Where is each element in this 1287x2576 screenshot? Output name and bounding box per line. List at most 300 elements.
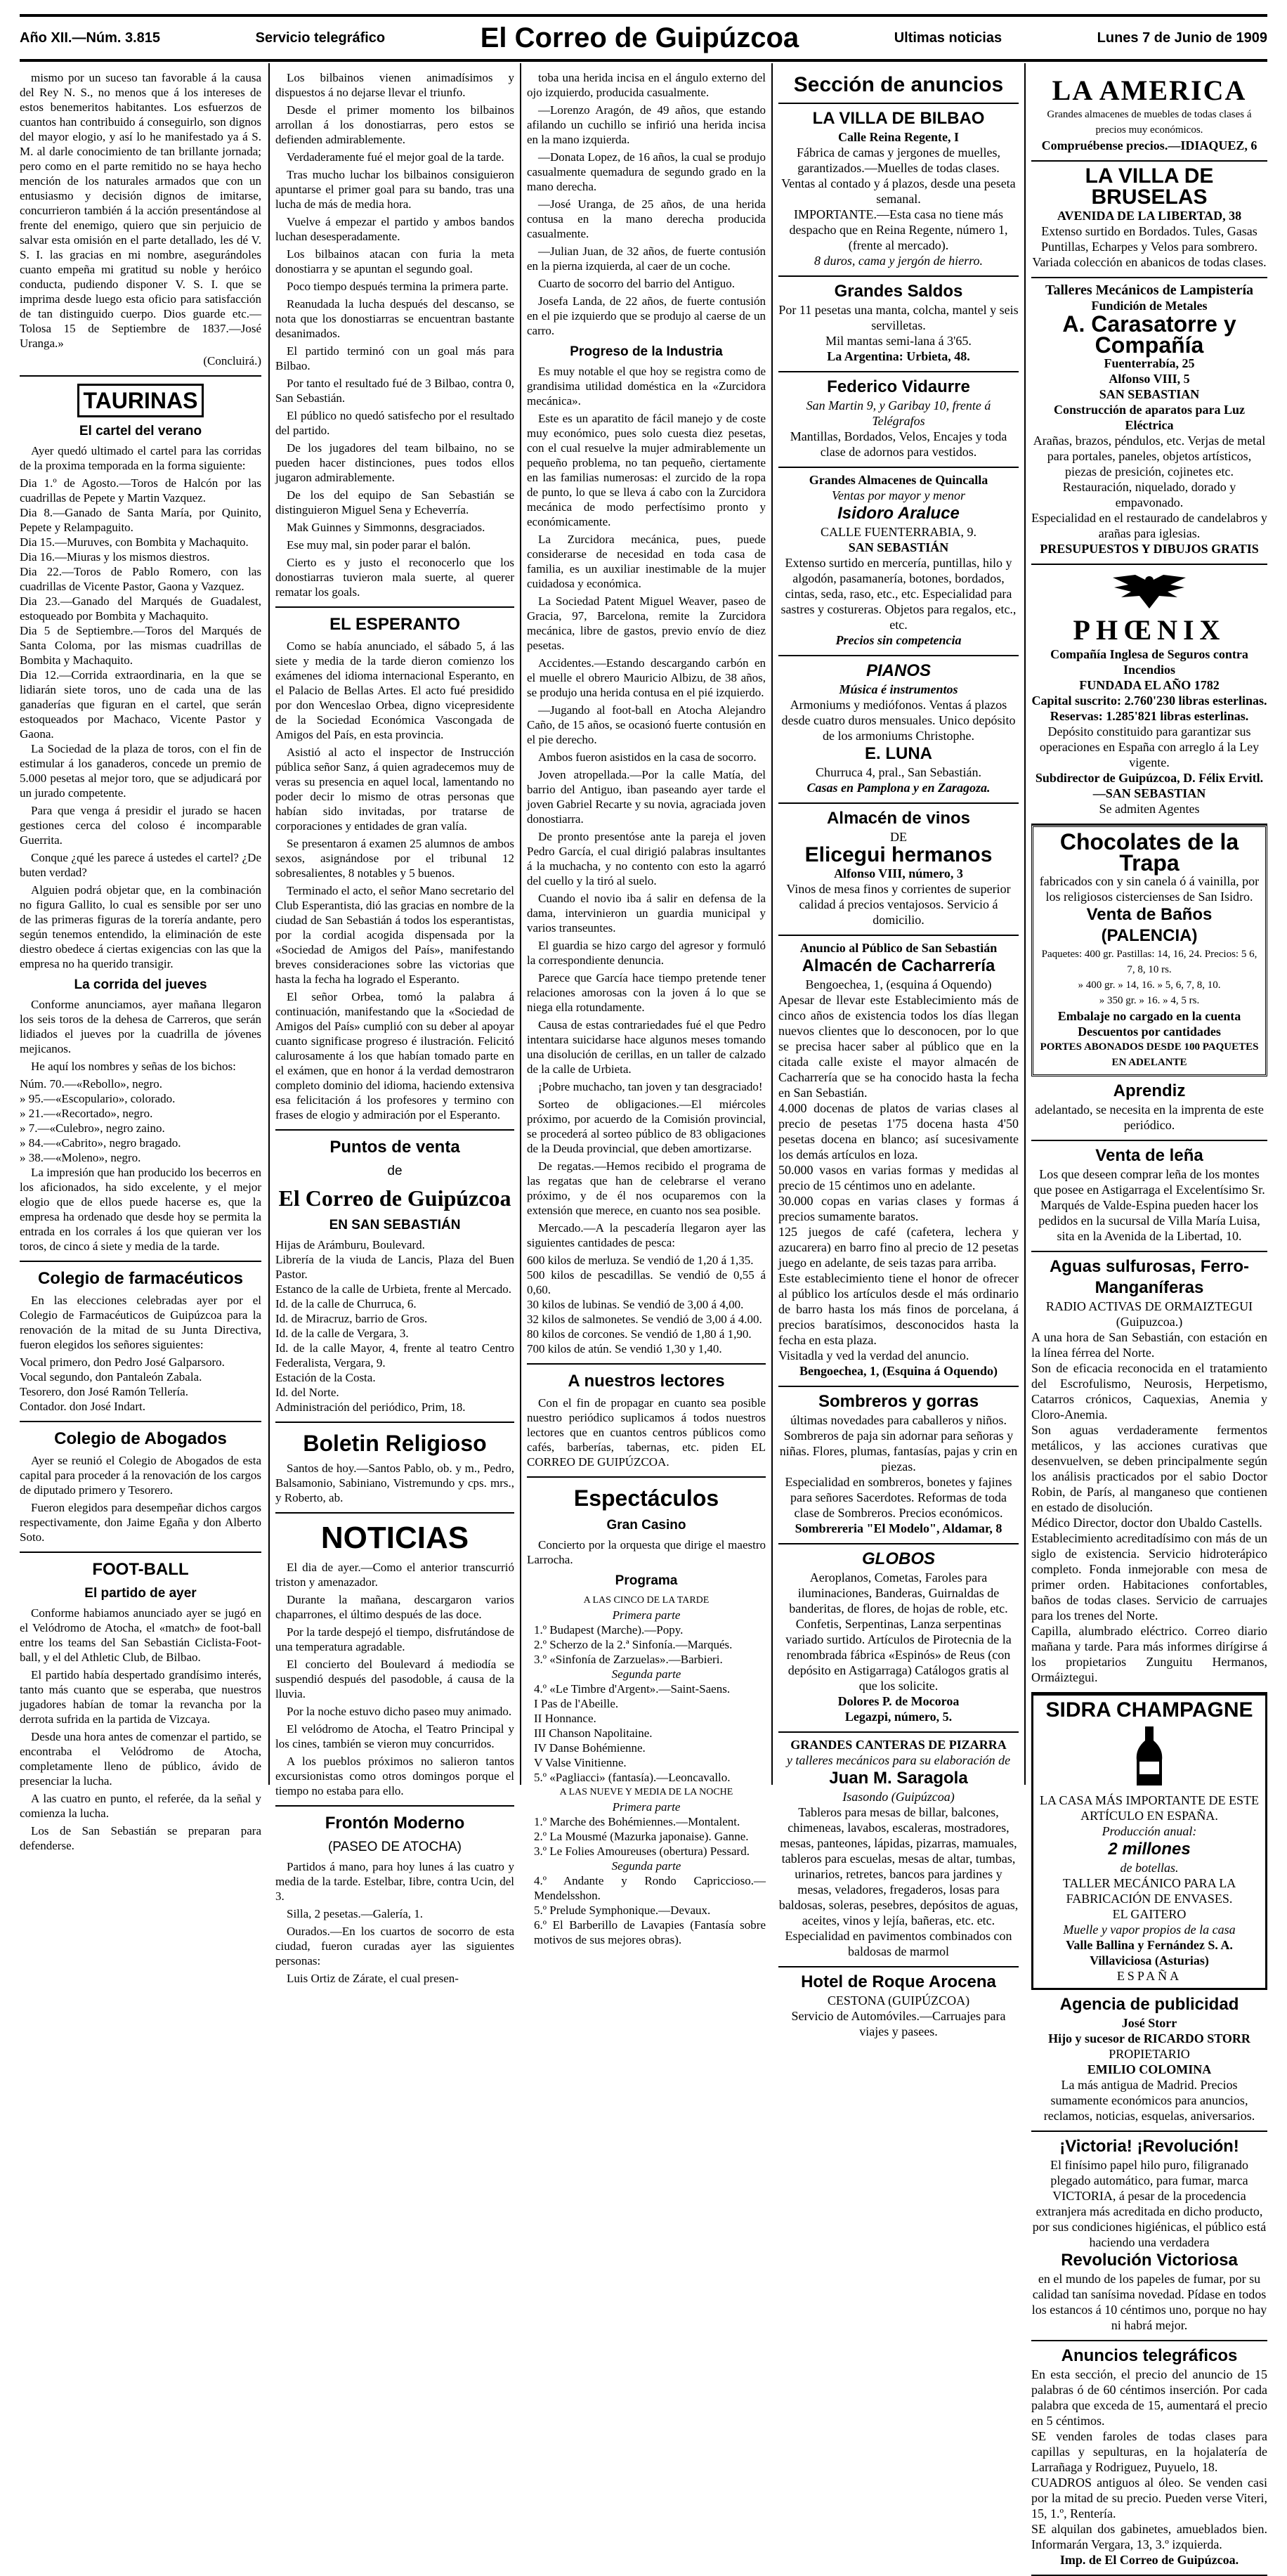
advert-title: Grandes Saldos — [834, 282, 963, 301]
advert-text: IMPORTANTE.—Esta casa no tiene más despacho que en Reina Regente, número 1, (frente al mercado). — [789, 207, 1008, 252]
newspaper-title: El Correo de Guipúzcoa — [480, 22, 799, 53]
section-heading: Colegio de Abogados — [54, 1429, 227, 1448]
advert-text: Los que deseen comprar leña de los montes que posee en Astigarraga el Excelentísimo Sr. Marqués de Valde-Espina pueden hacer los pedidos en la sucursal de Villa María Luisa, sita en la Avenida de la Libertad, 10. — [1033, 1167, 1265, 1243]
advert-text: Especialidad en el restaurado de candelabros y arañas para iglesias. — [1031, 511, 1267, 540]
article-text: Desde una hora antes de comenzar el partido, se encontraba el Velódromo de Atocha, completamente lleno de público, ávido de presenciar la lucha. — [20, 1730, 261, 1788]
advert-name: Dolores P. de Mocoroa — [837, 1694, 960, 1708]
advert-address: Sombrereria "El Modelo", Aldamar, 8 — [795, 1521, 1002, 1535]
list-item: 30 kilos de lubinas. Se vendió de 3,00 á 4,00. — [527, 1298, 744, 1311]
article-text: (Concluirá.) — [203, 354, 261, 367]
divider — [20, 1552, 261, 1553]
article-text: Como se había anunciado, el sábado 5, á las siete y media de la tarde dieron comienzo los exámenes del idioma internacional Esperanto, en el Palacio de Bellas Artes. El acto fué presidido por don Wenceslao Orbea, digno vicepresidente de la Sociedad Económica Vascongada de Amigos del País, en esta provincia. — [275, 639, 514, 741]
subheading: Primera parte — [612, 1608, 681, 1622]
list-item: Dia 16.—Miuras y los mismos diestros. — [20, 550, 210, 564]
advert — [1031, 825, 1267, 1076]
list — [527, 1253, 766, 1356]
advert-name: Valle Ballina y Fernández S. A. — [1066, 1938, 1233, 1952]
advert-text: Capital suscrito: 2.760'230 libras esterlinas. — [1031, 694, 1267, 708]
list-item: Id. de la calle de Vergara, 3. — [275, 1327, 409, 1340]
advert-address: SAN SEBASTIAN — [1099, 387, 1200, 401]
newspaper-page — [20, 14, 1267, 2567]
eagle-emblem-icon — [1107, 572, 1191, 611]
advert-text: Subdirector de Guipúzcoa, D. Félix Ervitl.—SAN SEBASTIAN — [1035, 771, 1264, 800]
advert-text: PROPIETARIO — [1109, 2047, 1190, 2061]
advert-title: Almacén de vinos — [826, 809, 971, 828]
advert-name: EMILIO COLOMINA — [1087, 2062, 1212, 2076]
list-item: Dia 5 de Septiembre.—Toros del Marqués de Santa Coloma, por las mismas cuadrillas de Bombita y Machaquito. — [20, 624, 261, 667]
article-text: Para que venga á presidir el jurado se hacen gestiones cerca del coloso é incomparable Guerrita. — [20, 804, 261, 847]
advert — [1031, 1990, 1267, 2132]
advert-text: Construcción de aparatos para Luz Eléctrica — [1053, 403, 1245, 432]
advert-title: Hotel de Roque Arocena — [801, 1972, 996, 1991]
advert-text: Tableros para mesas de billar, balcones, chimeneas, lavabos, escaleras, mostradores, mesas, panteones, lápidas, pizarras, mamuales, tableros para escuelas, mesas de altar, tumbas, urinarios, retretes, bancos para jardines y mesas, veladores, fregaderos, losas para baldosas, soleras, pesebres, depósitos de aguas, aceites, vinos y lejía, bañeras, etc. etc. Especialidad en pavimentos combinados con baldosas de marmol — [778, 1805, 1019, 1958]
article-text: ¡Pobre muchacho, tan joven y tan desgraciado! — [538, 1080, 763, 1093]
divider — [275, 606, 514, 608]
section-heading: Colegio de farmacéuticos — [37, 1269, 244, 1288]
divider — [20, 1421, 261, 1422]
list-item: Dia 22.—Toros de Pablo Romero, con las cuadrillas de Vicente Pastor, Gaona y Vazquez. — [20, 565, 261, 593]
program-list — [527, 1622, 766, 1667]
advert-text: Ventas por mayor y menor — [832, 488, 965, 502]
section-heading: TAURINAS — [20, 384, 261, 417]
article-text: Verdaderamente fué el mejor goal de la tarde. — [287, 150, 504, 164]
article-text: Es muy notable el que hoy se registra como de grandisima utilidad doméstica en la «Zurcidora mecánica». — [527, 365, 766, 408]
advert-title: LA VILLA DE BILBAO — [812, 109, 985, 128]
divider — [275, 1422, 514, 1423]
column-rule — [1024, 63, 1026, 1785]
advert-title: Aguas sulfurosas, Ferro-Manganíferas — [1049, 1257, 1250, 1297]
list-item: Dia 1.º de Agosto.—Toros de Halcón por las cuadrillas de Pepete y Martin Vazquez. — [20, 476, 261, 505]
article-text: El partido había despertado grandísimo interés, tanto más cuanto que se esperaba, que nuestros jugadores habían de tomar la revancha por la derrota sufrida en la partida de Vizcaya. — [20, 1668, 261, 1726]
advert-address: Legazpi, número, 5. — [844, 1710, 953, 1724]
advert-text: TALLER MECÁNICO PARA LA FABRICACIÓN DE ENVASES. — [1062, 1876, 1236, 1906]
list-item: 6.º El Barberillo de Lavapies (Fantasía sobre motivos de sus mejores obras). — [534, 1918, 766, 1946]
advert-subtitle: Hijo y sucesor de RICARDO STORR — [1048, 2031, 1250, 2045]
advert-title: Federico Vidaurre — [827, 377, 970, 396]
list-item: V Valse Vinitienne. — [534, 1756, 627, 1769]
article-text: —Jugando al foot-ball en Atocha Alejandro Caño, de 15 años, se ocasionó fuerte contusión en el pie derecho. — [527, 703, 766, 746]
advert — [1031, 162, 1267, 278]
advert — [778, 656, 1019, 804]
article-text: Este es un aparatito de fácil manejo y de coste muy económico, pues solo cuesta diez pesetas, con el cual resuelve la mujer admirablemente un pequeño problema, no tan pequeño, ciertamente en las familias numerosas: el zurcido de la ropa de punto, lo que se lleva á cabo con la Zurcidora mecánica de modo perfectísimo pronto y económicamente. — [527, 412, 766, 528]
advert-name: Elicegui hermanos — [804, 843, 993, 866]
list-item: 1.º Budapest (Marche).—Popy. — [534, 1623, 684, 1637]
list-item: 600 kilos de merluza. Se vendió de 1,20 á 1,35. — [527, 1254, 754, 1267]
article-text: El concierto del Boulevard á mediodía se suspendió después del pasodoble, á causa de la lluvia. — [275, 1658, 514, 1700]
advert-text: Extenso surtido en Bordados. Tules, Gasas Puntillas, Echarpes y Velos para sombrero. — [1040, 224, 1258, 254]
article-text: Conque ¿qué les parece á ustedes el cartel? ¿De buten verdad? — [20, 851, 261, 879]
list-item: » 95.—«Escopulario», colorado. — [20, 1092, 176, 1105]
section-heading: Frontón Moderno — [325, 1814, 465, 1833]
article-text: Accidentes.—Estando descargando carbón en el muelle el obrero Mauricio Albizu, de 38 años, se produjo una herida contusa en el pié izquierdo. — [527, 656, 766, 699]
column-2 — [275, 70, 514, 1985]
advert-text: Visitadla y ved la verdad del anuncio. — [778, 1348, 969, 1362]
article-text: —Julian Juan, de 32 años, de fuerte contusión en la pierna izquierda, al caer de un coche. — [527, 245, 766, 273]
advert-text: Fábrica de camas y jergones de muelles, garantizados.—Muelles de todas clases. — [796, 145, 1001, 175]
article-text: Mercado.—A la pescadería llegaron ayer las siguientes cantidades de pesca: — [527, 1221, 766, 1249]
article-text: Asistió al acto el inspector de Instrucción pública señor Sanz, á quien agradecemos muy de veras su presencia en aquel local, lamentando no poder decir lo mismo de otras personas que habían sido invitadas, por tratarse de corporaciones y entidades de gran valía. — [275, 746, 514, 833]
article-text: Concierto por la orquesta que dirige el maestro Larrocha. — [527, 1538, 766, 1566]
advert-address: Bengoechea, 1, (esquina á Oquendo) — [805, 977, 992, 991]
article-text: De regatas.—Hemos recibido el programa de las regatas que han de celebrarse el verano próximo, y de él nos ocuparemos con la extensión que merece, en cuanto nos sea posible. — [527, 1159, 766, 1217]
article-text: Se presentaron á examen 25 alumnos de ambos sexos, asignándose por el tribunal 12 sobresalientes, 8 notables y 5 buenos. — [275, 837, 514, 880]
advert-text: Reservas: 1.285'821 libras esterlinas. — [1050, 709, 1249, 723]
advert-text: Son de eficacia reconocida en el tratamiento del Escrofulismo, Neurosis, Herpetismo, Catarros crónicos, Caquexias, Anemia y Cloro-Anemia. — [1031, 1361, 1267, 1422]
section-heading: Boletin Religioso — [303, 1431, 487, 1456]
list-item: Contador. don José Indart. — [20, 1400, 145, 1413]
advert-title: SIDRA CHAMPAGNE — [1045, 1698, 1253, 1722]
subheading: (PASEO DE ATOCHA) — [327, 1840, 462, 1854]
article-text: El partido terminó con un goal más para Bilbao. — [275, 344, 514, 372]
column-5-ads — [1031, 70, 1267, 2567]
article-text: Los bilbainos atacan con furia la meta donostiarra y se apuntan el segundo goal. — [275, 247, 514, 275]
program-list — [527, 1873, 766, 1947]
article-text: Conforme anunciamos, ayer mañana llegaron los seis toros de la dehesa de Carreros, que serán lidiados el jueves por la cuadrilla de jóvenes mejicanos. — [20, 998, 261, 1055]
advert-subtitle: Venta de Baños (PALENCIA) — [1086, 905, 1213, 945]
column-rule — [268, 63, 270, 1785]
section-heading: Espectáculos — [573, 1485, 719, 1511]
advert-text: últimas novedades para caballeros y niños. Sombreros de paja sin adornar para señoras y niñas. Flores, plumas, fantasías, pajas y crin en piezas. — [779, 1413, 1018, 1474]
advert-address: Fuenterrabía, 25 — [1104, 356, 1195, 370]
masthead — [20, 14, 1267, 62]
advert — [1031, 278, 1267, 565]
article-text: —José Uranga, de 25 años, de una herida contusa en la mano derecha producida casualmente. — [527, 197, 766, 240]
service-label: Servicio telegráfico — [255, 30, 386, 46]
advert-title: PIANOS — [865, 661, 931, 680]
advert-subtitle: Compañía Inglesa de Seguros contra Incendios — [1050, 647, 1248, 677]
article-text: En las elecciones celebradas ayer por el Colegio de Farmacéuticos de Guipúzcoa para la renovación de la mitad de su Junta Directiva, fueron elegidos los señores siguientes: — [20, 1294, 261, 1351]
list-item: » 21.—«Recortado», negro. — [20, 1107, 153, 1120]
list-item: IV Danse Bohémienne. — [534, 1741, 646, 1755]
article-text: Ayer se reunió el Colegio de Abogados de esta capital para proceder á la renovación de los cargos de diputado primero y Tesorero. — [20, 1454, 261, 1497]
list-item: 700 kilos de atún. Se vendió 1,30 y 1,40. — [527, 1342, 722, 1355]
article-text: Ayer quedó ultimado el cartel para las corridas de la proxima temporada en la forma siguiente: — [20, 444, 261, 472]
advert-text: en el mundo de los papeles de fumar, por su calidad tan sanísima novedad. Pídase en todos los estancos á 10 céntimos uno, porque no hay ni habrá mejor. — [1031, 2272, 1267, 2332]
article-text: El señor Orbea, tomó la palabra á continuación, manifestando que la «Sociedad de Amigos del País» cumplió con su deber al apoyar cuanto significase progreso é ilustración. Felicitó calurosamente á los que habían tomado parte en el exámen, que en honor á la verdad demostraron completo dominio del idioma, haciendo extensiva esa felicitación á los profesores y termino con frases de elogio y admiración por el Esperanto. — [275, 990, 514, 1121]
advert-name: E. LUNA — [865, 744, 932, 763]
article-text: Tras mucho luchar los bilbainos consiguieron apuntarse el primer goal para su bando, tras una lucha de más de media hora. — [275, 168, 514, 211]
advert-text: de botellas. — [1120, 1861, 1179, 1875]
article-text: Ambos fueron asistidos en la casa de socorro. — [538, 750, 757, 764]
subheading: El cartel del verano — [79, 424, 202, 438]
advert-name: José Storr — [1121, 2016, 1177, 2030]
advert-title: Chocolates de la Trapa — [1059, 829, 1239, 876]
advert-subtitle: y talleres mecánicos para su elaboración de — [786, 1753, 1011, 1767]
divider — [527, 1476, 766, 1478]
article-text: Durante la mañana, descargaron varios chaparrones, el último después de las doce. — [275, 1593, 514, 1621]
list-item: 500 kilos de pescadillas. Se vendió de 0,55 á 0,60. — [527, 1268, 766, 1296]
news-label: Ultimas noticias — [894, 30, 1002, 46]
advert-address: Alfonso VIII, número, 3 — [834, 866, 963, 880]
advert — [778, 1387, 1019, 1544]
advert-title: Agencia de publicidad — [1059, 1995, 1239, 2014]
article-text: La impresión que han producido los becerros en los aficionados, ha sido excelente, y el mejor elogio que de ellos puede hacerse es, que la empresa ha ordenado que desde hoy se permita la entrada en los corrales á los que quieran ver los toros, de cinco á siete y media de la tarde. — [20, 1166, 261, 1253]
advert-address: Compruébense precios.—IDIAQUEZ, 6 — [1041, 138, 1257, 152]
list-item: 80 kilos de corcones. Se vendió de 1,80 á 1,90. — [527, 1327, 752, 1341]
subheading: La corrida del jueves — [74, 977, 207, 992]
article-text: Joven atropellada.—Por la calle Matía, del barrio del Antiguo, iban paseando ayer tarde el joven Gabriel Recarte y su novia, agraciada joven donostiarra. — [527, 768, 766, 826]
article-text: Cuarto de socorro del barrio del Antiguo. — [538, 277, 735, 290]
divider — [527, 1363, 766, 1365]
list-item: 2.º La Mousmé (Mazurka japonaise). Ganne. — [534, 1830, 749, 1843]
advert-text: Arañas, brazos, péndulos, etc. Verjas de metal para portales, paneles, objetos artísticos, piezas de presición, cojinetes etc. — [1033, 434, 1266, 479]
column-4-ads — [778, 70, 1019, 2038]
advert-address: AVENIDA DE LA LIBERTAD, 38 — [1057, 209, 1242, 223]
article-text: Reanudada la lucha después del descanso, se nota que los donostiarras se encuentran bastante desanimados. — [275, 297, 514, 340]
article-text: Ese muy mal, sin poder parar el balón. — [287, 538, 471, 552]
advert-text: EL GAITERO — [1112, 1907, 1187, 1921]
advert — [778, 104, 1019, 277]
advert-title: PHŒNIX — [1073, 614, 1226, 646]
advert-text: 125 juegos de café (cafetera, lechera y azucarera) en barro fino al precio de 12 pesetas juego en adelante, de seis tazas para arriba. — [778, 1225, 1019, 1270]
advert-address: Calle Reina Regente, I — [838, 130, 959, 144]
article-text: Santos de hoy.—Santos Pablo, ob. y m., Pedro, Balsamonio, Sabiniano, Vistremundo y cps. mrs., y Roberto, ab. — [275, 1462, 514, 1504]
section-title: Sección de anuncios — [793, 73, 1004, 96]
advert-text: Ventas al contado y á plazos, desde una peseta semanal. — [781, 176, 1016, 206]
advert-title: Sombreros y gorras — [818, 1392, 979, 1411]
advert-text: Establecimiento acreditadísimo con más de un siglo de existencia. Servicio hidroterápico completo. Fonda inmejorable con mesa de primer orden. Habitaciones confortables, baños de todas clases. Servicio de carruajes para los trenes del Norte. — [1031, 1531, 1267, 1622]
list-item: Dia 15.—Muruves, con Bombita y Machaquito. — [20, 535, 249, 549]
article-text: Silla, 2 pesetas.—Galería, 1. — [287, 1907, 424, 1920]
list-item: Hijas de Arámburu, Boulevard. — [275, 1238, 425, 1251]
advert-subtitle: Música é instrumentos — [839, 682, 958, 696]
divider — [20, 375, 261, 377]
advert-text: FUNDADA EL AÑO 1782 — [1079, 678, 1220, 692]
advert-text: Este establecimiento tiene el honor de ofrecer al público los artículos desde el más ordinario de barro hasta los más finos de porcelana, á precios baratísimos, desconocidos hasta la fecha en esta plaza. — [778, 1271, 1019, 1347]
article-text: Causa de estas contrariedades fué el que Pedro intentara suicidarse hace algunos meses tomando una disolución de cerillas, en un taller de calzado de la calle de Urbieta. — [527, 1018, 766, 1076]
advert-title: Grandes Almacenes de Quincalla — [809, 473, 988, 487]
list-item: 1.º Marche des Bohémiennes.—Montalent. — [534, 1815, 740, 1828]
issue-date: Lunes 7 de Junio de 1909 — [1097, 30, 1267, 46]
advert-text: A una hora de San Sebastián, con estación en la línea férrea del Norte. — [1031, 1330, 1267, 1360]
subheading: Primera parte — [612, 1800, 681, 1814]
article-text: Parece que García hace tiempo pretende tener relaciones amorosas con la joven á lo que se niega ella rotundamente. — [527, 971, 766, 1014]
advert-text: Capilla, alumbrado eléctrico. Correo diario mañana y tarde. Para más informes dirígirse á los propietarios Zunguitu Hermanos, Ormáiztegui. — [1031, 1624, 1267, 1684]
advert-text: En esta sección, el precio del anuncio de 15 palabras ó de 60 céntimos inserción. Por cada palabra que exceda de 15, aumentará el precio en 5 céntimos. — [1031, 2367, 1267, 2428]
list-item: » 38.—«Moleno», negro. — [20, 1151, 141, 1164]
advert — [1031, 2341, 1267, 2576]
subheading: A LAS CINCO DE LA TARDE — [583, 1595, 710, 1606]
list-item: Estación de la Costa. — [275, 1371, 376, 1384]
article-text: Josefa Landa, de 22 años, de fuerte contusión en el pie izquierdo que se produjo al caerse de un carro. — [527, 294, 766, 337]
subheading: de — [387, 1164, 403, 1178]
advert-text: adelantado, se necesita en la imprenta de este periódico. — [1035, 1102, 1264, 1132]
article-text: toba una herida incisa en el ángulo externo del ojo izquierdo, producida casualmente. — [527, 71, 766, 99]
list-item: Vocal segundo, don Pantaleón Zabala. — [20, 1370, 202, 1384]
advert-text: fabricados con y sin canela ó á vainilla, por los religiosos cistercienses de San Isidro. — [1039, 874, 1260, 904]
advert-title: ¡Victoria! ¡Revolución! — [1059, 2137, 1239, 2156]
list — [275, 1237, 514, 1414]
bottle-icon — [1128, 1725, 1170, 1788]
advert-text: DE — [890, 830, 907, 844]
list-item: Id. del Norte. — [275, 1386, 339, 1399]
advert-address: CESTONA (GUIPÚZCOA) — [827, 1993, 970, 2008]
advert-text: Restauración, niquelado, dorado y empavonado. — [1062, 480, 1236, 509]
advert-title: GLOBOS — [861, 1549, 935, 1568]
list-item: Dia 23.—Ganado del Marqués de Guadalest, estoqueado por Bombita y Machaquito. — [20, 594, 261, 623]
section-banner — [778, 70, 1019, 104]
article-text: Los de San Sebastián se preparan para defenderse. — [20, 1824, 261, 1852]
article-text: De pronto presentóse ante la pareja el joven Pedro García, el cual dirigió palabras insultantes á la muchacha, y no contento con esto la agarró del cuello y la tiró al suelo. — [527, 830, 766, 887]
divider — [275, 1512, 514, 1514]
advert-text: Depósito constituido para garantizar sus operaciones en España con arreglo á la Ley vigente. — [1039, 724, 1260, 769]
advert-text: La más antigua de Madrid. Precios sumamente económicos para anuncios, reclamos, noticias, esquelas, aniversarios. — [1043, 2078, 1255, 2123]
article-text: Por la tarde despejó el tiempo, disfrutándose de una temperatura agradable. — [275, 1625, 514, 1653]
list-item: Vocal primero, don Pedro José Galparsoro. — [20, 1355, 225, 1369]
article-text: Luis Ortiz de Zárate, el cual presen- — [287, 1972, 459, 1985]
article-text: Poco tiempo después termina la primera parte. — [287, 280, 509, 293]
advert-address: Alfonso VIII, 5 — [1109, 372, 1190, 386]
advert-title: Almacén de Cacharrería — [802, 956, 995, 975]
list-item: II Honnance. — [534, 1712, 596, 1725]
advert-text: Precios sin competencia — [835, 633, 962, 647]
section-heading: Progreso de la Industria — [570, 344, 723, 359]
advert-text: Casas en Pamplona y en Zaragoza. — [806, 781, 991, 795]
list-item: 4.º Andante y Rondo Capriccioso.—Mendelsshon. — [534, 1874, 766, 1902]
divider — [275, 1129, 514, 1131]
advert-text: Apesar de llevar este Establecimiento más de cinco años de existencia todos los días llegan nuevos clientes que lo desconocen, por lo que se precisa hacer saber al público que en la citada calle existe el mayor almacén de Cacharrería que se ha conocido hasta la fecha en San Sebastián. — [778, 993, 1019, 1100]
article-text: Por tanto el resultado fué de 3 Bilbao, contra 0, San Sebastián. — [275, 377, 514, 405]
advert-title: Talleres Mecánicos de Lampistería — [1045, 282, 1254, 298]
column-rule — [771, 63, 773, 1785]
article-text: De los del equipo de San Sebastián se distinguieron Miguel Sena y Echeverría. — [275, 488, 514, 516]
article-text: Sorteo de obligaciones.—El miércoles próximo, por acuerdo de la Comisión provincial, se procederá al sorteo público de 83 obligaciones de la Deuda provincial, que deben amortizarse. — [527, 1098, 766, 1155]
article-text: El velódromo de Atocha, el Teatro Principal y los cines, también se vieron muy concurridos. — [275, 1722, 514, 1750]
advert-address: Villaviciosa (Asturias) — [1090, 1953, 1209, 1967]
advert-text: Grandes almacenes de muebles de todas clases á precios muy económicos. — [1047, 109, 1252, 136]
advert-text: SE alquilan dos gabinetes, amueblados bien. Informarán Vergara, 13, 3.º izquierda. — [1031, 2522, 1267, 2551]
advert-title: Revolución Victoriosa — [1061, 2251, 1238, 2270]
advert-text: Vinos de mesa finos y corrientes de superior calidad á precios ventajosos. Servicio á domicilio. — [786, 882, 1011, 927]
advert-text: Médico Director, doctor don Ubaldo Castells. — [1031, 1516, 1262, 1530]
article-text: La Zurcidora mecánica, pues, puede considerarse de necesidad en toda casa de familia, es un auxiliar inestimable de la mujer cuidadosa y económica. — [527, 533, 766, 590]
advert-text: Mantillas, Bordados, Velos, Encajes y toda clase de adornos para vestidos. — [790, 429, 1007, 459]
advert-text: Aeroplanos, Cometas, Faroles para iluminaciones, Banderas, Guirnaldas de banderitas, de flores, de hojas de roble, etc. Confetis, Serpentinas, Lanza serpentinas variado surtido. Artículos de Pirotecnia de la renombrada fábrica «Espinós» de Reus (con depósito en Astigarraga) Catálogos gratis al que los solicite. — [785, 1570, 1012, 1693]
advert — [1031, 1076, 1267, 1141]
advert-text: El finísimo papel hilo puro, filigranado plegado automático, para fumar, marca VICTORIA, á pesar de la procedencia extranjera más acreditada en dicho producto, por sus condiciones higiénicas, el público está haciendo una verdadera — [1032, 2158, 1267, 2249]
subheading: A LAS NUEVE Y MEDIA DE LA NOCHE — [559, 1787, 733, 1797]
list — [20, 1355, 261, 1414]
list-item: 32 kilos de salmonetes. Se vendió de 3,00 á 4.00. — [527, 1313, 762, 1326]
list-item: 3.º «Sinfonía de Zarzuelas».—Barbieri. — [534, 1653, 723, 1666]
article-text: El guardia se hizo cargo del agresor y formuló la correspondiente denuncia. — [527, 939, 766, 967]
advert — [778, 468, 1019, 656]
issue-number: Año XII.—Núm. 3.815 — [20, 30, 161, 46]
advert-text: Extenso surtido en mercería, puntillas, hilo y algodón, pasamanería, botones, bordados, cintas, seda, raso, etc., etc. Especialidad para sastres y costureras. Objetos para regalos, etc., etc. — [780, 556, 1017, 632]
advert — [1031, 1252, 1267, 1693]
advert-address: Churruca 4, pral., San Sebastián. — [816, 765, 981, 779]
article-text: Los bilbainos vienen animadísimos y dispuestos á no dejarse llevar el triunfo. — [275, 71, 514, 99]
advert-text: Por 11 pesetas una manta, colcha, mantel y seis servilletas. — [778, 303, 1019, 332]
article-text: Terminado el acto, el señor Mano secretario del Club Esperantista, dió las gracias en nombre de la ciudad de San Sebastián á todos los esperantistas, por la cordial acogida dispensada por la «Sociedad de Amigos del País», manifestando breves consideraciones sobre las victorias que hasta la fecha ha logrado el Esperanto. — [275, 884, 514, 986]
advert-text: 4.000 docenas de platos de varias clases al precio de pesetas 1'75 docena hasta 4'50 pesetas docena en blanco; así sucesivamente los demás artículos en loza. — [778, 1101, 1019, 1162]
imprint: Imp. de El Correo de Guipúzcoa. — [1059, 2553, 1239, 2567]
advert-address: San Martin 9, y Garibay 10, frente á Telégrafos — [806, 398, 991, 428]
advert-text: Embalaje no cargado en la cuenta — [1057, 1009, 1241, 1023]
list-item: 3.º Le Folies Amoureuses (obertura) Pessard. — [534, 1845, 750, 1858]
list-item: Id. de Miracruz, barrio de Gros. — [275, 1312, 428, 1325]
advert-text: 30.000 copas en varias clases y formas á precios sumamente baratos. — [778, 1194, 1019, 1223]
subheading: Gran Casino — [606, 1518, 686, 1533]
list-item: Administración del periódico, Prim, 18. — [275, 1400, 466, 1414]
section-heading: Puntos de venta — [329, 1138, 460, 1157]
advert — [1031, 70, 1267, 162]
advert-title: GRANDES CANTERAS DE PIZARRA — [790, 1738, 1007, 1752]
advert — [778, 1544, 1019, 1733]
advert-address: CALLE FUENTERRABIA, 9. — [821, 525, 976, 539]
advert-title: LA AMERICA — [1052, 74, 1247, 106]
divider — [275, 1805, 514, 1807]
article-text: Alguien podrá objetar que, en la combinación no figura Gallito, lo cual es sensible por ser uno de las primeras figuras de la torería andante, pero según tenemos entendido, la eliminación de este diestro obedece á ciertas exigencias con las que la empresa no ha querido transigir. — [20, 883, 261, 970]
subheading: EN SAN SEBASTIÁN — [329, 1218, 461, 1232]
list-item: Dia 8.—Ganado de Santa María, por Quinito, Pepete y Relampaguito. — [20, 506, 261, 534]
advert-title: Aprendiz — [1113, 1081, 1186, 1100]
advert — [778, 1733, 1019, 1967]
advert-text: Muelle y vapor propios de la casa — [1063, 1923, 1236, 1937]
list-item: Estanco de la calle de Urbieta, frente al Mercado. — [275, 1282, 512, 1296]
advert-text: 2 millones — [1108, 1840, 1191, 1859]
advert — [778, 936, 1019, 1387]
section-heading: NOTICIAS — [320, 1521, 469, 1555]
article-text: —Lorenzo Aragón, de 49 años, que estando afilando un cuchillo se infirió una herida incisa en la mano izquierda. — [527, 103, 766, 146]
advert-title: Anuncio al Público de San Sebastián — [799, 941, 998, 955]
section-heading: EL ESPERANTO — [329, 615, 460, 634]
divider — [20, 1261, 261, 1262]
article-text: El público no quedó satisfecho por el resultado del partido. — [275, 409, 514, 437]
advert-text: » 350 gr. » 16. » 4, 5 rs. — [1099, 995, 1200, 1006]
advert-subtitle: RADIO ACTIVAS DE ORMAIZTEGUI — [1045, 1299, 1253, 1313]
advert-text: 8 duros, cama y jergón de hierro. — [814, 254, 983, 268]
advert-text: Variada colección en abanicos de todas clases. — [1032, 255, 1267, 269]
advert-name: A. Carasatorre y Compañía — [1062, 311, 1236, 358]
article-text: El dia de ayer.—Como el anterior transcurrió triston y amenazador. — [275, 1561, 514, 1589]
advert-text: Armoniums y mediófonos. Ventas á plazos desde cuatro duros mensuales. Unico depósito de los armoniums Christophe. — [781, 698, 1016, 743]
program-list — [527, 1814, 766, 1859]
list-item: Librería de la viuda de Lancis, Plaza del Buen Pastor. — [275, 1253, 514, 1281]
advert — [778, 1967, 1019, 2046]
advert-text: PRESUPUESTOS Y DIBUJOS GRATIS — [1040, 542, 1259, 556]
list-item: III Chanson Napolitaine. — [534, 1726, 653, 1740]
column-1 — [20, 70, 261, 1852]
advert-text: Mil mantas semi-lana á 3'65. — [825, 334, 972, 348]
subheading: Programa — [615, 1573, 678, 1588]
subheading: El Correo de Guipúzcoa — [278, 1185, 511, 1211]
article-text: Mak Guinnes y Simmonns, desgraciados. — [287, 521, 485, 534]
advert-address: La Argentina: Urbieta, 48. — [827, 349, 970, 363]
article-text: Cuando el novio iba á salir en defensa de la dama, intervinieron un guardia municipal y varios transeuntes. — [527, 892, 766, 935]
list-item: Núm. 70.—«Rebollo», negro. — [20, 1077, 163, 1091]
article-text: Cierto es y justo el reconocerlo que los donostiarras tuvieron mala suerte, al querer rematar los goals. — [275, 556, 514, 599]
section-heading: FOOT-BALL — [92, 1560, 189, 1579]
list-item: 2.º Scherzo de la 2.ª Sinfonía.—Marqués. — [534, 1638, 733, 1651]
advert — [1031, 2132, 1267, 2341]
article-text: Por la noche estuvo dicho paseo muy animado. — [287, 1705, 512, 1718]
list-item: » 7.—«Culebro», negro zaino. — [20, 1121, 165, 1135]
subheading: Segunda parte — [611, 1667, 681, 1681]
article-text: He aquí los nombres y señas de los bichos: — [31, 1060, 236, 1073]
list-item: 5.º «Pagliacci» (fantasía).—Leoncavallo. — [534, 1771, 731, 1784]
advert-text: Descuentos por cantidades — [1078, 1024, 1221, 1039]
advert-text: Paquetes: 400 gr. Pastillas: 14, 16, 24. Precios: 5 6, 7, 8, 10 rs. — [1041, 949, 1257, 975]
article-text: —Donata Lopez, de 16 años, la cual se produjo casualmente quemadura de segundo grado en la mano derecha. — [527, 150, 766, 193]
advert-text: PORTES ABONADOS DESDE 100 PAQUETES EN ADELANTE — [1040, 1041, 1259, 1068]
advert — [1031, 1693, 1267, 1990]
advert-title: Venta de leña — [1095, 1146, 1203, 1165]
advert-name: Juan M. Saragola — [829, 1769, 968, 1788]
advert-address: SAN SEBASTIÁN — [848, 540, 949, 554]
list-item: 4.º «Le Timbre d'Argent».—Saint-Saens. — [534, 1682, 731, 1696]
advert-subtitle: Fundición de Metales — [1091, 299, 1208, 313]
